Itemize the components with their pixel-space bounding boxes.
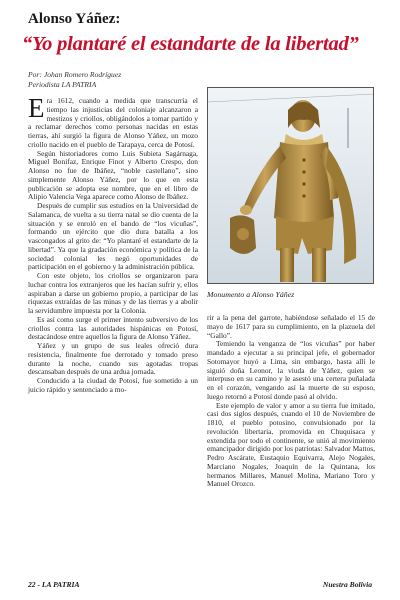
paragraph: Temiendo la venganza de “los vicuñas” por haber mandado a ejecutar a su principal jefe, el gobernador Sotomayor huyó a Lima, sin embargo, hasta allí le siguió doña Leonor, la viuda de Yáñez, quien se interpuso en su camino y le asestó una certera puñalada en el corazón, vengando así la muerte de su esposo, luego retornó a Potosí donde pasó al olvido. bbox=[207, 339, 375, 401]
paragraph: Yáñez y un grupo de sus leales ofreció dura resistencia, finalmente fue derrotado y tomado preso durante la noche, cuando sus agotadas tropas descansaban después de una ardua jornada. bbox=[28, 341, 198, 377]
paragraph: rir a la pena del garrote, habiéndose señalado el 15 de mayo de 1617 para su cumplimiento, en la plazuela del “Gallo”. bbox=[207, 313, 375, 340]
paragraph: Después de cumplir sus estudios en la Universidad de Salamanca, de vuelta a su tierra natal se dio cuenta de la situación y se enroló en el bando de “los vicuñas”, formando un ejército que dio dura batalla a los vascongados al grito de: “Yo plantaré el estandarte de la libertad”. Ya que la gradación económica y política de la sociedad colonial les negó oportunidades de participación en el gobierno y la administración pública. bbox=[28, 201, 198, 272]
byline bbox=[28, 70, 121, 89]
article-column-left bbox=[28, 93, 198, 395]
article-headline: “Yo plantaré el estandarte de la libertad” bbox=[22, 33, 359, 55]
byline-role: Periodista LA PATRIA bbox=[28, 79, 97, 89]
paragraph: Es así como surge el primer intento subversivo de los criollos contra las autoridades hispánicas en Potosí, destacándose entre aquellos la figura de Alonso Yáñez. bbox=[28, 314, 198, 342]
page-footer-right: Nuestra Bolivia bbox=[322, 580, 372, 589]
article-column-right bbox=[207, 314, 375, 489]
paragraph: Con este objeto, los criollos se organizaron para luchar contra los extranjeros que les hacían sufrir y, ellos aspiraban a darse un gobierno propio, a participar de las riquezas extraídas de las minas y de las tierras y a abolir la servidumbre impuesta por la Colonia. bbox=[28, 271, 198, 315]
statue-illustration bbox=[208, 88, 374, 284]
page-footer-left: 22 - LA PATRIA bbox=[28, 580, 80, 589]
byline-author: Por: Johan Romero Rodríguez bbox=[28, 70, 122, 79]
article-kicker: Alonso Yáñez: bbox=[28, 11, 121, 27]
drop-cap: E bbox=[28, 93, 45, 123]
paragraph: Conducido a la ciudad de Potosí, fue sometido a un juicio rápido y sentenciado a mo- bbox=[28, 376, 198, 394]
paragraph bbox=[28, 93, 198, 150]
paragraph: Este ejemplo de valor y amor a su tierra fue imitado, casi dos siglos después, cuando el 10 de Noviembre de 1810, el pueblo potosino, convulsionado por la revolución libertaria, promovida en Chuquisaca y extendida por todo el continente, se unió al movimiento emancipador dirigido por los patriotas: Salvador Mattos, Pedro Ascárate, Eustaquio Equivarra, Alejo Nogales, Marciano Nogales, Joaquín de la Quintana, los hermanos Millares, Manuel Molina, Mariano Toro y Manuel Orozco. bbox=[207, 400, 375, 489]
paragraph-text: ra 1612, cuando a medida que transcurría el tiempo las injusticias del coloniaje alcanzaron a mestizos y criollos, obligándolos a tomar partido y a reclamar derechos como personas nacidas en estas tierras, ahí surgió la figura de Alonso Yáñez, un mozo criollo nacido en el pueblo de Tarapaya, cerca de Potosí. bbox=[28, 96, 198, 149]
paragraph: Según historiadores como Luis Subieta Sagárnaga, Miguel Bonifaz, Enrique Finot y Alberto Crespo, don Alonso no fue de Ibáñez, “noble castellano”, sino simplemente Alonso Yáñez, por lo que en esta publicación se adopta ese nombre, que en el libro de Alipio Valencia Vega aparece como Alonso de Ibáñez. bbox=[28, 148, 198, 202]
photo-caption: Monumento a Alonso Yáñez bbox=[207, 290, 295, 299]
monument-photo bbox=[207, 87, 374, 284]
